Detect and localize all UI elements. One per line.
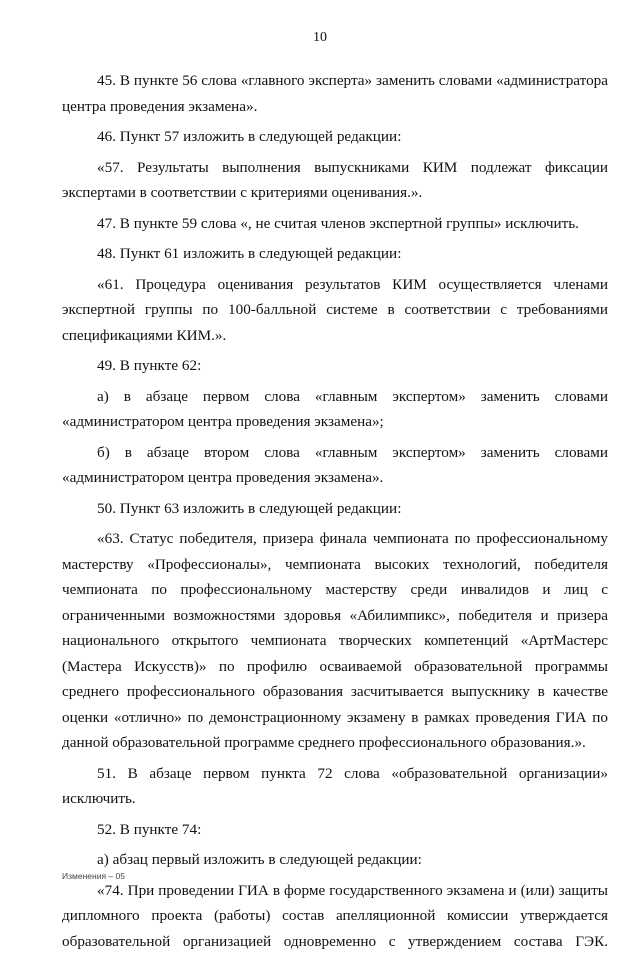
paragraph-45: 45. В пункте 56 слова «главного эксперта» заменить словами «администратора центра проведения экзамена». [62,72,608,115]
paragraph-46: 46. Пункт 57 изложить в следующей редакции: [97,128,402,145]
paragraph-50: 50. Пункт 63 изложить в следующей редакции: [97,499,402,517]
paragraph-49-b: б) в абзаце втором слова «главным экспертом» заменить словами «администратором центра проведения экзамена». [62,443,608,486]
paragraph-49-a: а) в абзаце первом слова «главным экспертом» заменить словами «администратором центра проведения экзамена»; [62,387,608,430]
paragraph-52-a: а) абзац первый изложить в следующей редакции: [97,851,422,868]
paragraph-49: 49. В пункте 62: [97,357,202,374]
paragraph-51: 51. В абзаце первом пункта 72 слова «образовательной организации» исключить. [62,764,608,807]
paragraph-46-quote: «57. Результаты выполнения выпускниками КИМ подлежат фиксации экспертами в соответствии с критериями оценивания.». [62,158,608,201]
paragraph-47: 47. В пункте 59 слова «, не считая членов экспертной группы» исключить. [97,214,579,232]
footer-note: Изменения – 05 [62,871,125,881]
document-body [62,68,608,959]
page-number: 10 [313,30,327,45]
paragraph-52-quote: «74. При проведении ГИА в форме государственного экзамена и (или) защиты дипломного проекта (работы) состав апелляционной комиссии утверждается образовательной организацией одновременно с утверждением состава ГЭК. [62,881,608,950]
paragraph-52: 52. В пункте 74: [97,820,202,838]
paragraph-48-quote: «61. Процедура оценивания результатов КИМ осуществляется членами экспертной группы по 100-балльной системе в соответствии с требованиями спецификациями КИМ.». [62,275,608,344]
paragraph-50-quote: «63. Статус победителя, призера финала чемпионата по профессиональному мастерству «Профессионалы», чемпионата высоких технологий, победителя чемпионата по профессиональному мастерству среди инвалидов и лиц с ограниченными возможностями здоровья «Абилимпикс», победителя и призера национального открытого чемпионата творческих компетенций «АртМастерс (Мастера Искусств)» по профилю осваиваемой образовательной программы среднего профессионального образования засчитывается выпускнику в качестве оценки «отлично» по демонстрационному экзамену в рамках проведения ГИА по данной образовательной программе среднего профессионального образования.». [62,530,608,751]
paragraph-48: 48. Пункт 61 изложить в следующей редакции: [97,245,402,262]
